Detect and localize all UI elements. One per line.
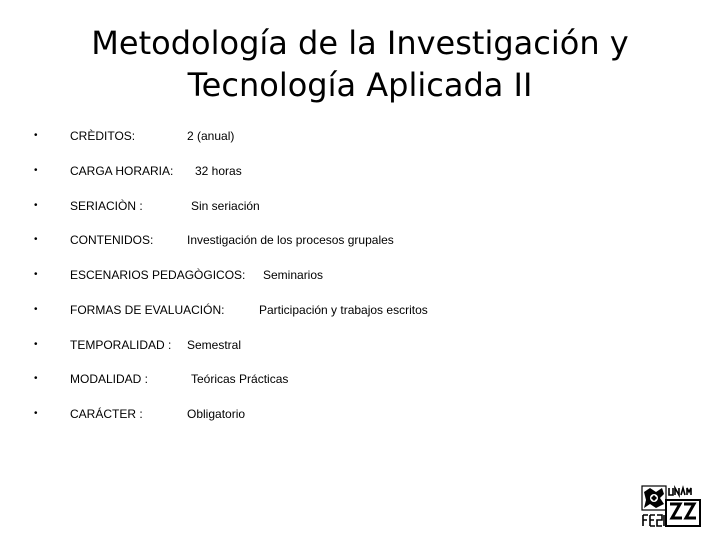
crest-icon xyxy=(642,486,666,510)
bullet-icon: • xyxy=(34,269,38,280)
list-item-modalidad xyxy=(0,371,720,387)
fesi-wordmark-icon xyxy=(643,515,664,526)
list-item-escenarios xyxy=(0,267,720,283)
item-label: CONTENIDOS: xyxy=(70,233,154,247)
item-value: Semestral xyxy=(187,338,242,352)
bullet-icon: • xyxy=(34,373,38,384)
item-value: 2 (anual) xyxy=(187,129,235,143)
item-value: Sin seriación xyxy=(191,199,260,213)
item-label: SERIACIÒN : xyxy=(70,199,143,213)
unam-fesi-logo-icon xyxy=(640,484,704,530)
item-value: Investigación de los procesos grupales xyxy=(187,233,394,247)
item-value: Seminarios xyxy=(263,268,324,282)
item-value: 32 horas xyxy=(195,164,242,178)
bullet-icon: • xyxy=(34,234,38,245)
title-line-2: Tecnología Aplicada II xyxy=(187,66,533,104)
list-item-seriacion xyxy=(0,198,720,214)
logo-graphic xyxy=(640,484,704,530)
list-item-evaluacion xyxy=(0,302,720,318)
bullet-icon: • xyxy=(34,130,38,141)
item-label: MODALIDAD : xyxy=(70,372,149,386)
item-label: TEMPORALIDAD : xyxy=(70,338,172,352)
bullet-icon: • xyxy=(34,165,38,176)
list-item-temporalidad xyxy=(0,337,720,353)
unam-wordmark-icon xyxy=(669,488,691,495)
item-value: Teóricas Prácticas xyxy=(191,372,289,386)
item-label: CRÈDITOS: xyxy=(70,129,136,143)
item-label: CARÁCTER : xyxy=(70,407,143,421)
list-item-caracter xyxy=(0,406,720,422)
bullet-icon: • xyxy=(34,408,38,419)
item-label: FORMAS DE EVALUACIÓN: xyxy=(70,303,225,317)
item-value: Participación y trabajos escritos xyxy=(259,303,428,317)
bullet-icon: • xyxy=(34,200,38,211)
fesi-mark-icon xyxy=(666,500,700,526)
list-item-contenidos xyxy=(0,232,720,248)
bullet-icon: • xyxy=(34,304,38,315)
bullet-icon: • xyxy=(34,339,38,350)
list-item-carga-horaria xyxy=(0,163,720,179)
list-item-creditos xyxy=(0,128,720,144)
item-value: Obligatorio xyxy=(187,407,246,421)
item-label: ESCENARIOS PEDAGÒGICOS: xyxy=(70,268,246,282)
item-label: CARGA HORARIA: xyxy=(70,164,174,178)
slide-title xyxy=(60,22,660,106)
title-line-1: Metodología de la Investigación y xyxy=(91,24,629,62)
